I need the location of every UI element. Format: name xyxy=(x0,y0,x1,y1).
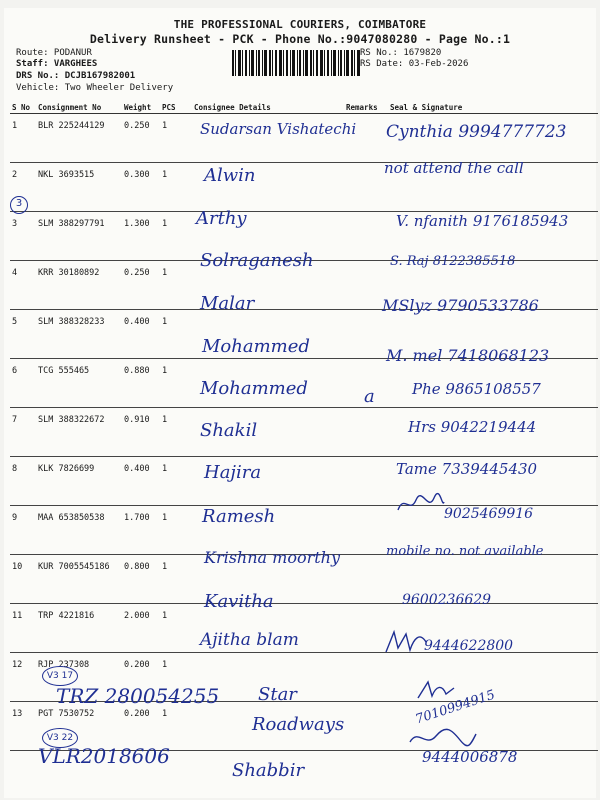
signature-scribble-icon xyxy=(396,492,446,516)
consignee-handwriting-5: Malar xyxy=(200,293,255,314)
rs-number: RS No.: 1679820 xyxy=(360,48,442,58)
signature-handwriting-7: Phe 9865108557 xyxy=(412,380,541,398)
row-consignment: KUR 7005545186 xyxy=(36,555,122,604)
row-sno: 1 xyxy=(10,114,36,163)
row-weight: 0.250 xyxy=(122,261,160,310)
row-consignment: PGT 7530752 xyxy=(36,702,122,751)
row-remarks xyxy=(344,604,388,653)
table-header-row xyxy=(10,102,598,114)
row-sno: 8 xyxy=(10,457,36,506)
row-consignment: KLK 7826699 xyxy=(36,457,122,506)
row-3-circle-mark: 3 xyxy=(10,196,28,214)
row-consignment: BLR 225244129 xyxy=(36,114,122,163)
row-weight: 0.300 xyxy=(122,163,160,212)
extra-note-roadways: Roadways xyxy=(252,714,345,735)
row-sno: 13 xyxy=(10,702,36,751)
row-consignment: TCG 555465 xyxy=(36,359,122,408)
vehicle-label: Vehicle: Two Wheeler Delivery xyxy=(16,83,174,93)
signature-scribble-icon xyxy=(416,678,456,704)
row-sno: 6 xyxy=(10,359,36,408)
staff-label: Staff: VARGHEES xyxy=(16,59,98,69)
consignee-handwriting-4: Solraganesh xyxy=(200,250,314,271)
runsheet-subtitle: Delivery Runsheet - PCK - Phone No.:9047080280 - Page No.:1 xyxy=(89,32,511,46)
consignee-handwriting-13: Ajitha blam xyxy=(200,630,299,650)
extra-consignment-1: TRZ 280054255 xyxy=(56,684,220,708)
row-sno: 2 xyxy=(10,163,36,212)
row-sno: 9 xyxy=(10,506,36,555)
row-consignment: MAA 653850538 xyxy=(36,506,122,555)
row-sno: 4 xyxy=(10,261,36,310)
signature-handwriting-9: Tame 7339445430 xyxy=(396,460,538,478)
row-weight: 2.000 xyxy=(122,604,160,653)
consignee-handwriting-1: Sudarsan Vishatechi xyxy=(200,120,357,138)
signature-handwriting-6: M. mel 7418068123 xyxy=(386,346,550,365)
row-consignment: RJP 237308 xyxy=(36,653,122,702)
row-consignment: KRR 30180892 xyxy=(36,261,122,310)
row-pcs: 1 xyxy=(160,261,192,310)
col-signature: Seal & Signature xyxy=(388,102,598,114)
signature-handwriting-13: 9444622800 xyxy=(424,638,514,654)
extra-note-shabbir: Shabbir xyxy=(232,760,305,781)
row-weight: 0.200 xyxy=(122,702,160,751)
row-consignment: SLM 388328233 xyxy=(36,310,122,359)
signature-handwriting-3: V. nfanith 9176185943 xyxy=(396,212,569,230)
extra-phone-2: 9444006878 xyxy=(422,748,518,766)
extra-consignment-2: VLR2018606 xyxy=(38,744,170,768)
row-remarks xyxy=(344,653,388,702)
row-pcs: 1 xyxy=(160,604,192,653)
route-label: Route: PODANUR xyxy=(16,48,92,58)
row-pcs: 1 xyxy=(160,114,192,163)
col-sno: S No xyxy=(10,102,36,114)
extra-note-star: Star xyxy=(258,684,297,705)
signature-handwriting-1: Cynthia 9994777723 xyxy=(386,122,567,142)
row-sno: 10 xyxy=(10,555,36,604)
row-sno: 5 xyxy=(10,310,36,359)
consignee-handwriting-6: Mohammed xyxy=(202,336,310,357)
row-pcs: 1 xyxy=(160,163,192,212)
signature-handwriting-2: not attend the call xyxy=(384,159,524,177)
row-weight: 0.250 xyxy=(122,114,160,163)
row-remarks xyxy=(344,163,388,212)
signature-scribble-icon xyxy=(408,726,478,750)
rs-date: RS Date: 03-Feb-2026 xyxy=(360,59,469,69)
row-weight: 0.400 xyxy=(122,457,160,506)
row-weight: 0.800 xyxy=(122,555,160,604)
consignee-handwriting-8: Shakil xyxy=(200,420,258,441)
col-weight: Weight xyxy=(122,102,160,114)
row-remarks xyxy=(344,408,388,457)
consignee-handwriting-12: Kavitha xyxy=(204,591,274,612)
row-remarks xyxy=(344,702,388,751)
row-consignment: SLM 388297791 xyxy=(36,212,122,261)
row-pcs: 1 xyxy=(160,310,192,359)
col-remarks: Remarks xyxy=(344,102,388,114)
row-pcs: 1 xyxy=(160,555,192,604)
signature-handwriting-12: 9600236629 xyxy=(402,592,492,608)
col-pcs: PCS xyxy=(160,102,192,114)
row-sno: 11 xyxy=(10,604,36,653)
consignee-handwriting-10: Ramesh xyxy=(202,506,276,527)
company-title: THE PROFESSIONAL COURIERS, COIMBATORE xyxy=(173,18,427,31)
signature-handwriting-5: MSlyz 9790533786 xyxy=(382,296,539,315)
signature-scribble-icon xyxy=(384,628,428,656)
row-pcs: 1 xyxy=(160,506,192,555)
runsheet-page xyxy=(4,8,596,798)
signature-handwriting-11: mobile no. not available xyxy=(386,544,544,559)
row-sno: 3 xyxy=(10,212,36,261)
extra-circle-mark: V3 17 xyxy=(42,666,78,686)
row-remarks xyxy=(344,506,388,555)
row-remarks xyxy=(344,212,388,261)
row-remarks xyxy=(344,555,388,604)
row-weight: 1.300 xyxy=(122,212,160,261)
row-consignment: SLM 388322672 xyxy=(36,408,122,457)
row-pcs: 1 xyxy=(160,212,192,261)
consignee-handwriting-7: Mohammed xyxy=(200,378,308,399)
row-weight: 0.880 xyxy=(122,359,160,408)
row-pcs: 1 xyxy=(160,457,192,506)
row-consignment: NKL 3693515 xyxy=(36,163,122,212)
col-consignment: Consignment No xyxy=(36,102,122,114)
signature-handwriting-10: 9025469916 xyxy=(444,506,534,522)
signature-handwriting-4: S. Raj 8122385518 xyxy=(390,254,516,269)
consignee-handwriting-3: Arthy xyxy=(196,208,247,229)
row-weight: 0.910 xyxy=(122,408,160,457)
row-weight: 0.200 xyxy=(122,653,160,702)
signature-handwriting-8: Hrs 9042219444 xyxy=(408,418,537,436)
row-pcs: 1 xyxy=(160,653,192,702)
remark-handwriting-7: a xyxy=(364,386,375,407)
row-sno: 12 xyxy=(10,653,36,702)
row-weight: 0.400 xyxy=(122,310,160,359)
row-sno: 7 xyxy=(10,408,36,457)
extra-phone-1: 7010994915 xyxy=(413,687,498,728)
row-pcs: 1 xyxy=(160,408,192,457)
consignee-handwriting-9: Hajira xyxy=(204,462,262,483)
barcode-icon xyxy=(232,50,360,76)
drs-label: DRS No.: DCJB167982001 xyxy=(16,71,136,81)
consignee-handwriting-2: Alwin xyxy=(204,165,256,186)
row-remarks xyxy=(344,457,388,506)
extra-circle-mark: V3 22 xyxy=(42,728,78,748)
col-consignee: Consignee Details xyxy=(192,102,344,114)
row-pcs: 1 xyxy=(160,702,192,751)
row-consignment: TRP 4221816 xyxy=(36,604,122,653)
row-remarks xyxy=(344,310,388,359)
row-pcs: 1 xyxy=(160,359,192,408)
consignee-handwriting-11: Krishna moorthy xyxy=(204,548,341,567)
row-weight: 1.700 xyxy=(122,506,160,555)
